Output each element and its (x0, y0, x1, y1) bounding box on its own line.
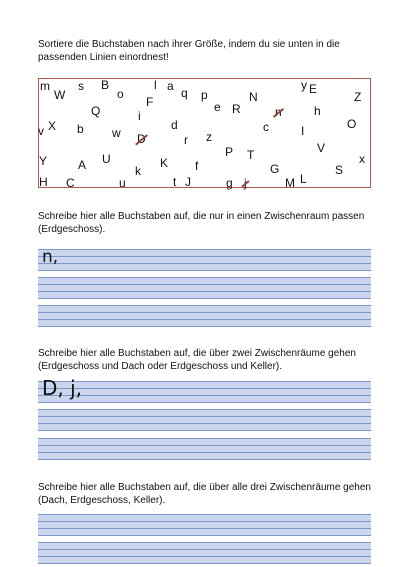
letter-lower-d: d (171, 118, 178, 132)
writing-band-2b[interactable] (38, 409, 371, 431)
letter-lower-e: e (214, 100, 221, 114)
letter-upper-m: M (285, 176, 295, 190)
letter-lower-o: o (117, 87, 124, 101)
letter-upper-p: P (225, 145, 234, 159)
letter-lower-z: z (206, 130, 212, 144)
letter-lower-k: k (135, 164, 141, 178)
writing-band-2c[interactable] (38, 438, 371, 460)
letter-upper-z: Z (354, 90, 362, 104)
letter-lower-c: c (263, 120, 269, 134)
letter-lower-j-crossed: j (244, 176, 247, 190)
letter-upper-h: H (39, 175, 48, 189)
letter-upper-e: E (309, 82, 318, 96)
writing-band-1b[interactable] (38, 277, 371, 299)
letter-upper-d-crossed: D (137, 132, 146, 146)
letter-lower-f: f (195, 159, 199, 173)
letter-upper-q: Q (91, 104, 101, 118)
writing-band-2a[interactable] (38, 376, 371, 403)
letter-lower-a: a (167, 79, 174, 93)
letter-lower-n-crossed: n (275, 105, 282, 119)
letter-lower-m: m (40, 79, 50, 93)
instruction-two-spaces: Schreibe hier alle Buchstaben auf, die über zwei Zwischenräume gehen (Erdgeschoss und Dach oder Erdgeschoss und Keller). (38, 348, 356, 372)
letter-lower-i: i (138, 109, 141, 123)
letter-scatter-box (38, 78, 371, 188)
letter-upper-o: O (347, 117, 357, 131)
letter-upper-v: V (317, 141, 326, 155)
letter-upper-t: T (247, 148, 255, 162)
letter-lower-y: y (301, 78, 307, 92)
letter-upper-u: U (102, 152, 111, 166)
letter-upper-x: X (48, 119, 57, 133)
letter-lower-b: b (77, 122, 84, 136)
letter-upper-r: R (232, 102, 241, 116)
letter-upper-a: A (78, 158, 87, 172)
letter-lower-t: t (173, 175, 177, 189)
letter-upper-s: S (335, 163, 344, 177)
letter-upper-j: J (185, 175, 191, 189)
instruction-three-spaces: Schreibe hier alle Buchstaben auf, die über alle drei Zwischenräume gehen (Dach, Erdgeschoss, Keller). (38, 482, 371, 506)
letter-lower-s: s (78, 79, 84, 93)
instruction-sort: Sortiere die Buchstaben nach ihrer Größe, indem du sie unten in die passenden Linien einordnest! (38, 39, 340, 63)
letter-upper-c: C (66, 176, 75, 190)
writing-band-1c[interactable] (38, 305, 371, 327)
writing-band-3a[interactable] (38, 514, 371, 536)
letter-upper-f: F (146, 95, 154, 109)
letter-upper-i: I (301, 124, 305, 138)
letter-lower-h: h (314, 104, 321, 118)
letter-lower-u: u (119, 176, 126, 190)
instruction-one-space: Schreibe hier alle Buchstaben auf, die nur in einen Zwischenraum passen (Erdgeschoss). (38, 211, 365, 235)
writing-band-3b[interactable] (38, 542, 371, 564)
letter-upper-g: G (270, 162, 280, 176)
letter-lower-l: l (154, 78, 157, 92)
letter-lower-p: p (201, 88, 208, 102)
writing-band-1a[interactable] (38, 249, 371, 271)
letter-upper-k: K (160, 156, 169, 170)
answer-one-space: n, (42, 247, 59, 267)
letter-lower-x: x (359, 152, 365, 166)
letter-upper-w: W (54, 88, 66, 102)
letter-lower-v: v (38, 124, 44, 138)
letter-lower-r: r (184, 133, 188, 147)
letter-upper-l: L (300, 172, 307, 186)
letter-upper-n: N (249, 90, 258, 104)
answer-two-spaces: D, j, (42, 376, 83, 400)
letter-upper-y: Y (39, 154, 48, 168)
letter-lower-w: w (112, 126, 121, 140)
letter-lower-q: q (181, 86, 188, 100)
letter-lower-g: g (226, 176, 233, 190)
letter-upper-b: B (101, 78, 110, 92)
